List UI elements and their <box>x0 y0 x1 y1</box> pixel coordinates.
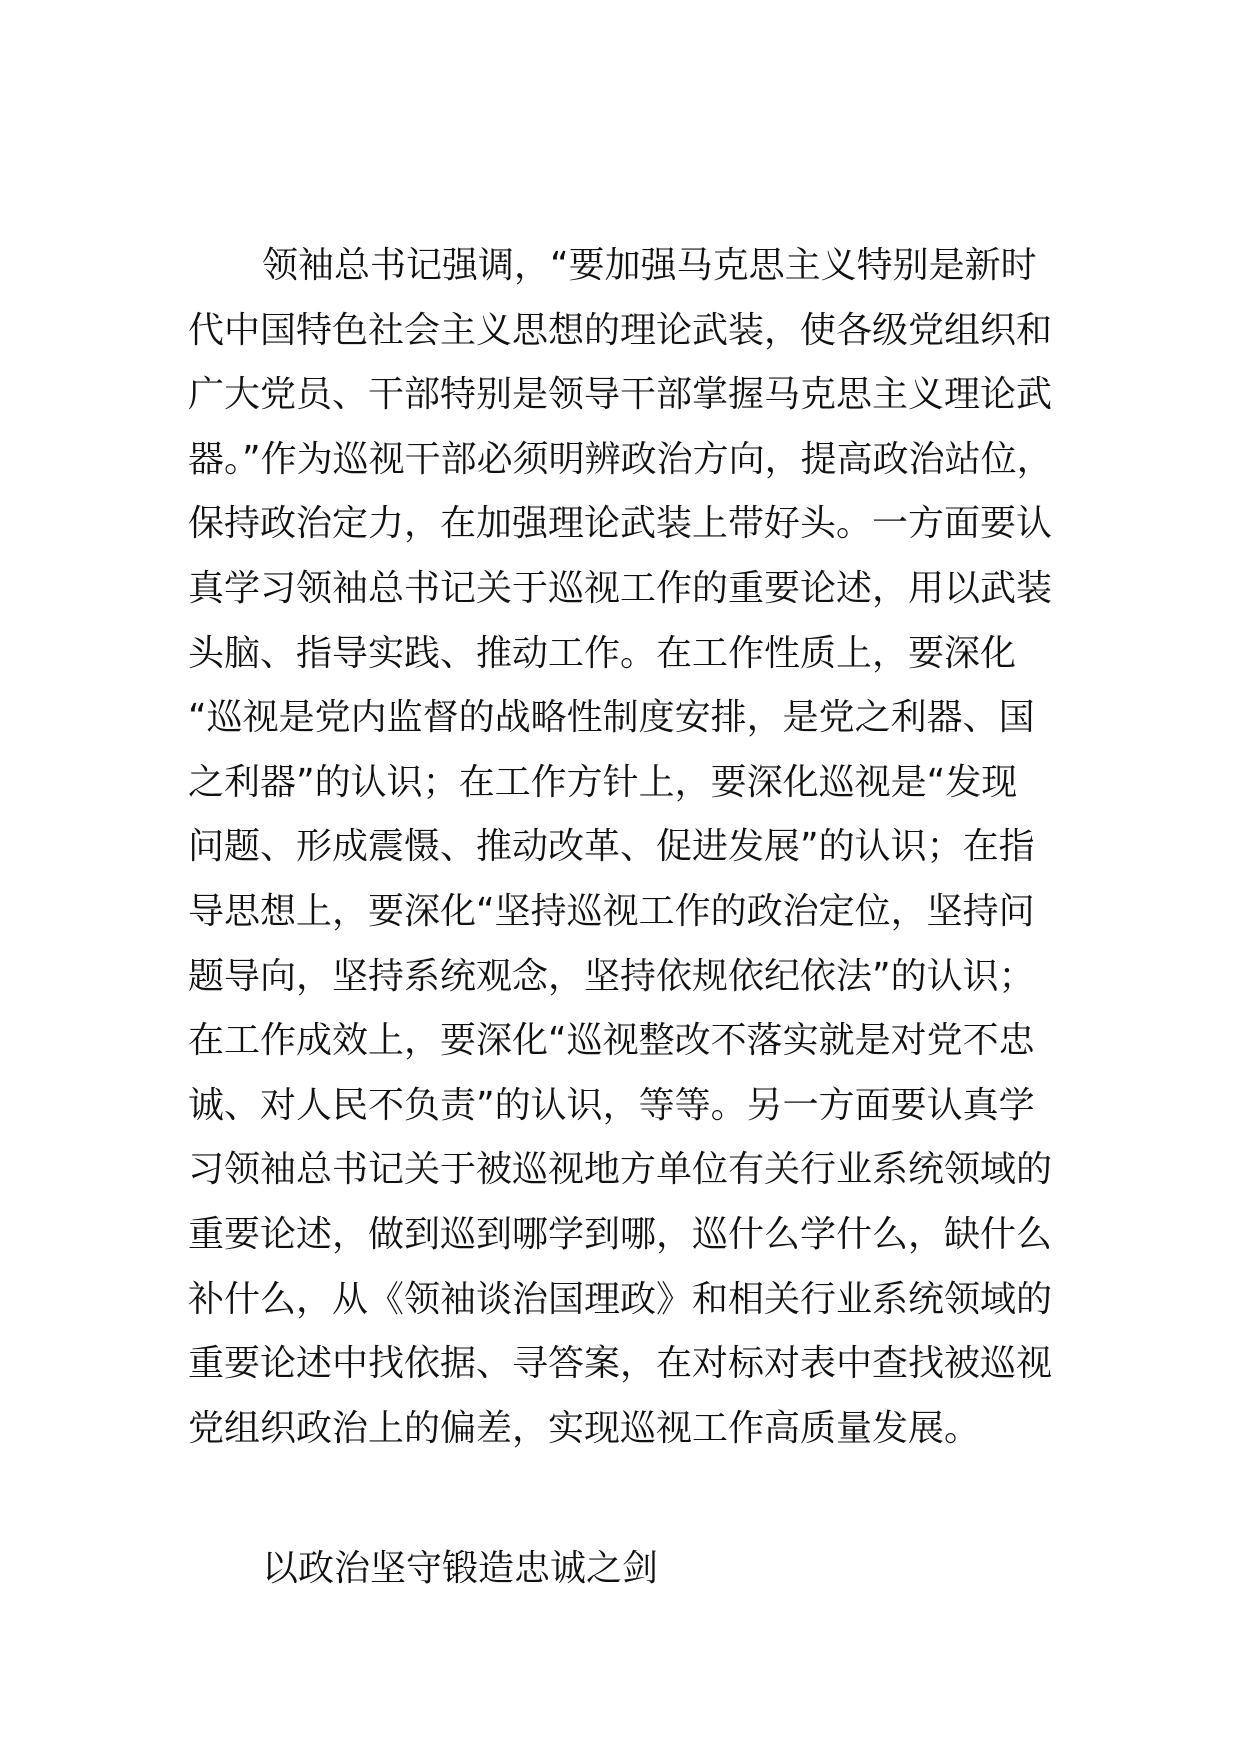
paragraph-line: 代中国特色社会主义思想的理论武装，使各级党组织和 <box>188 309 1053 351</box>
paragraph-line: 党组织政治上的偏差，实现巡视工作高质量发展。 <box>188 1407 981 1449</box>
paragraph-line: 补什么，从《领袖谈治国理政》和相关行业系统领域的 <box>188 1278 1053 1320</box>
paragraph-line: 习领袖总书记关于被巡视地方单位有关行业系统领域的 <box>188 1149 1053 1191</box>
body-paragraph <box>188 234 1088 1461</box>
paragraph-line: 器。”作为巡视干部必须明辨政治方向，提高政治站位， <box>188 438 1053 480</box>
section-heading: 以政治坚守锻造忠诚之剑 <box>262 1548 659 1589</box>
paragraph-line: 之利器”的认识；在工作方针上，要深化巡视是“发现 <box>188 761 1018 803</box>
paragraph-line: 诚、对人民不负责”的认识，等等。另一方面要认真学 <box>188 1084 1035 1126</box>
paragraph-line: 保持政治定力，在加强理论武装上带好头。一方面要认 <box>188 503 1053 545</box>
paragraph-line: 重要论述中找依据、寻答案，在对标对表中查找被巡视 <box>188 1343 1053 1385</box>
paragraph-line: 头脑、指导实践、推动工作。在工作性质上，要深化 <box>188 632 1017 674</box>
paragraph-line: 问题、形成震慑、推动改革、促进发展”的认识；在指 <box>188 826 1035 868</box>
paragraph-line: 题导向，坚持系统观念，坚持依规依纪依法”的认识； <box>188 955 1035 997</box>
paragraph-line: 重要论述，做到巡到哪学到哪，巡什么学什么，缺什么 <box>188 1213 1053 1255</box>
paragraph-line: 真学习领袖总书记关于巡视工作的重要论述，用以武装 <box>188 567 1053 609</box>
paragraph-line: 导思想上，要深化“坚持巡视工作的政治定位，坚持问 <box>188 890 1035 932</box>
paragraph-line: 在工作成效上，要深化“巡视整改不落实就是对党不忠 <box>188 1020 1035 1062</box>
paragraph-line: 领袖总书记强调，“要加强马克思主义特别是新时 <box>262 245 1037 286</box>
paragraph-line: 广大党员、干部特别是领导干部掌握马克思主义理论武 <box>188 374 1053 416</box>
paragraph-line: “巡视是党内监督的战略性制度安排，是党之利器、国 <box>188 697 1035 739</box>
